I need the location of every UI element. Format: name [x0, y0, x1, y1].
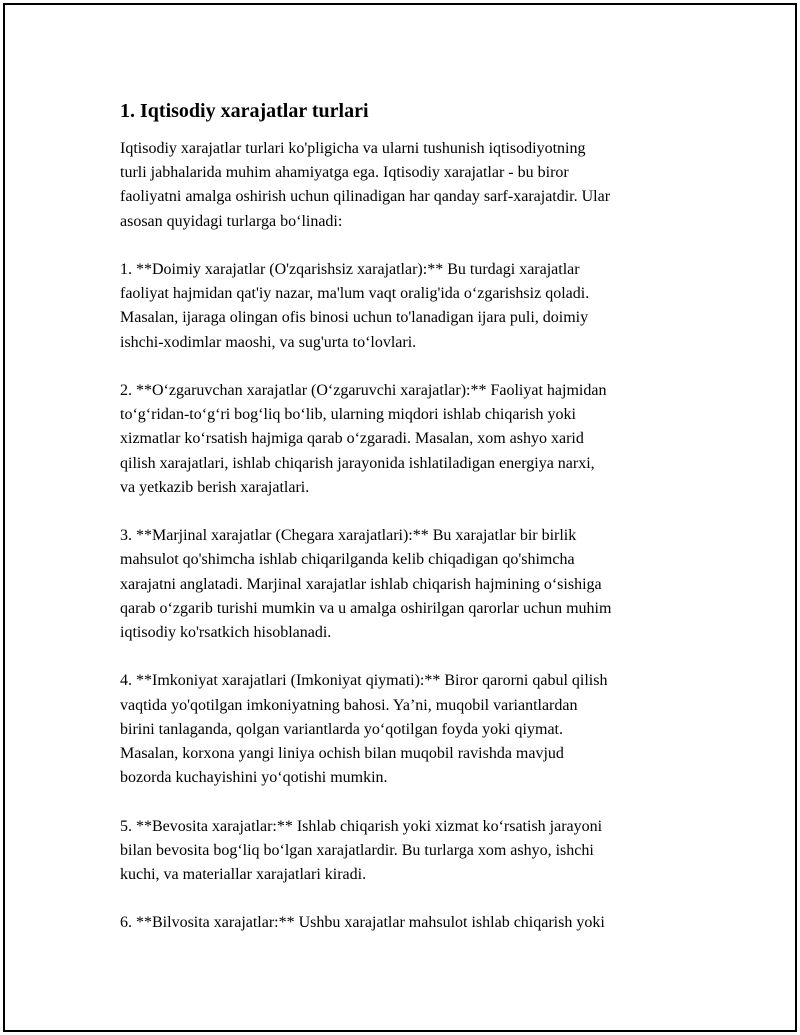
text-line: va yetkazib berish xarajatlari. — [120, 478, 310, 496]
text-line: 4. **Imkoniyat xarajatlari (Imkoniyat qiymati):** Biror qarorni qabul qilish — [120, 672, 608, 690]
text-line: vaqtida yo'qotilgan imkoniyatning bahosi. Ya’ni, muqobil variantlardan — [120, 696, 578, 714]
text-line: xizmatlar ko‘rsatish hajmiga qarab o‘zgaradi. Masalan, xom ashyo xarid — [120, 430, 584, 448]
text-line: kuchi, va materiallar xarajatlari kiradi. — [120, 866, 367, 884]
text-line: birini tanlaganda, qolgan variantlarda yo‘qotilgan foyda yoki qiymat. — [120, 720, 563, 738]
text-line: qarab o‘zgarib turishi mumkin va u amalga oshirilgan qarorlar uchun muhim — [120, 599, 612, 617]
text-line: asosan quyidagi turlarga bo‘linadi: — [120, 212, 343, 230]
text-line: Iqtisodiy xarajatlar turlari ko'pligicha va ularni tushunish iqtisodiyotning — [120, 140, 586, 157]
text-line: mahsulot qo'shimcha ishlab chiqarilganda kelib chiqadigan qo'shimcha — [120, 551, 575, 569]
text-line: bilan bevosita bog‘liq bo‘lgan xarajatlardir. Bu turlarga xom ashyo, ishchi — [120, 841, 594, 859]
text-line: turli jabhalarida muhim ahamiyatga ega. Iqtisodiy xarajatlar - bu biror — [120, 164, 569, 182]
paragraph-item-6 — [120, 911, 705, 935]
text-line: faoliyat hajmidan qat'iy nazar, ma'lum vaqt oralig'ida o‘zgarishsiz qoladi. — [120, 285, 590, 303]
text-line: qilish xarajatlari, ishlab chiqarish jarayonida ishlatiladigan energiya narxi, — [120, 454, 595, 472]
document-page — [3, 3, 797, 1032]
text-line: xarajatni anglatadi. Marjinal xarajatlar ishlab chiqarish hajmining o‘sishiga — [120, 575, 602, 593]
document-content — [120, 97, 705, 960]
text-line: 1. **Doimiy xarajatlar (O'zqarishsiz xarajatlar):** Bu turdagi xarajatlar — [120, 261, 580, 278]
paragraph-item-2 — [120, 379, 705, 500]
text-line: to‘g‘ridan-to‘g‘ri bog‘liq bo‘lib, ularning miqdori ishlab chiqarish yoki — [120, 406, 576, 424]
text-line: ishchi-xodimlar maoshi, va sug'urta to‘lovlari. — [120, 333, 417, 351]
text-line: 2. **O‘zgaruvchan xarajatlar (O‘zgaruvchi xarajatlar):** Faoliyat hajmidan — [120, 382, 607, 399]
text-line: faoliyatni amalga oshirish uchun qilinadigan har qanday sarf-xarajatdir. Ular — [120, 188, 611, 206]
text-line: Masalan, korxona yangi liniya ochish bilan muqobil ravishda mavjud — [120, 745, 564, 763]
text-line: 3. **Marjinal xarajatlar (Chegara xarajatlari):** Bu xarajatlar bir birlik — [120, 527, 577, 545]
paragraph-intro — [120, 137, 705, 234]
paragraph-item-3 — [120, 524, 705, 645]
text-line: Masalan, ijaraga olingan ofis binosi uchun to'lanadigan ijara puli, doimiy — [120, 309, 589, 327]
text-line: bozorda kuchayishini yo‘qotishi mumkin. — [120, 769, 388, 787]
paragraph-item-1 — [120, 258, 705, 355]
document-title: 1. Iqtisodiy xarajatlar turlari — [120, 100, 369, 122]
paragraph-item-5 — [120, 815, 705, 888]
text-line: 6. **Bilvosita xarajatlar:** Ushbu xarajatlar mahsulot ishlab chiqarish yoki — [120, 914, 605, 932]
paragraph-item-4 — [120, 669, 705, 790]
text-line: iqtisodiy ko'rsatkich hisoblanadi. — [120, 624, 332, 642]
text-line: 5. **Bevosita xarajatlar:** Ishlab chiqarish yoki xizmat ko‘rsatish jarayoni — [120, 817, 603, 835]
